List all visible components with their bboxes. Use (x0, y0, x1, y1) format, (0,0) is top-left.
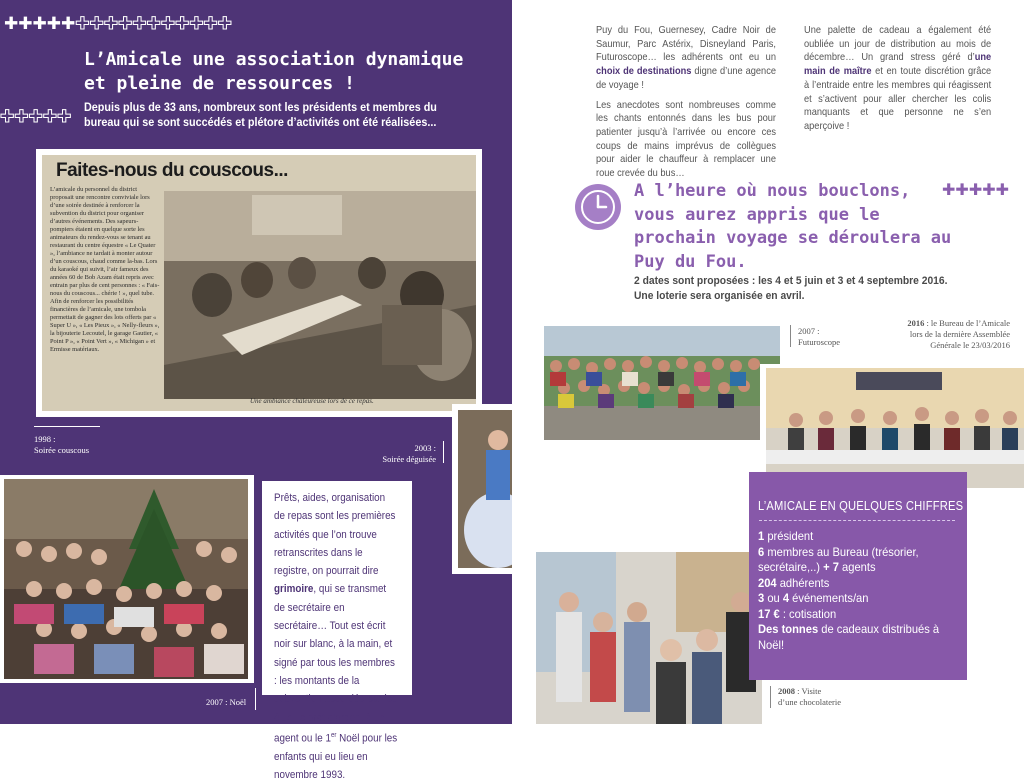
caption-2016-bureau (858, 318, 1010, 351)
figure-value: 6 (758, 544, 765, 559)
caption-2008-chocolaterie (778, 686, 841, 708)
decorative-crosses-right (942, 182, 1009, 198)
caption-line (858, 318, 1010, 329)
caption-divider (34, 426, 100, 427)
caption-text: : Noël (223, 697, 247, 707)
history-text-bold: grimoire (274, 583, 314, 596)
history-text-part: Noël pour les enfants qui eu lieu en novembre 1993. (274, 732, 398, 782)
figure-label: agents (838, 560, 876, 574)
caption-year: 2007 : (798, 326, 820, 336)
caption-divider (770, 686, 771, 708)
figure-label: membres au Bureau (trésorier, secrétaire,..) (758, 544, 919, 574)
figure-value: 3 (758, 591, 765, 605)
caption-text: : le Bureau de l’Amicale (924, 318, 1010, 328)
caption-year: 2016 (907, 318, 925, 328)
caption-text: : Visite (795, 686, 822, 696)
caption-line (778, 686, 841, 697)
key-figure-row (758, 545, 953, 576)
key-figure-row (758, 622, 953, 653)
cross-icon: ✚✚✚✚✚ (942, 180, 1010, 199)
intro-text: Depuis plus de 33 ans, nombreux sont les présidents et membres du bureau qui se sont succédés et plétore d’activités ont été réalisées... (84, 100, 437, 129)
destinations-column (596, 24, 776, 181)
text-bold: une main de maître (804, 52, 992, 78)
clock-icon (574, 183, 622, 231)
key-figures-header: L’AMICALE EN QUELQUES CHIFFRES ! (758, 498, 970, 513)
photo-noel (4, 479, 248, 679)
history-text-box (262, 481, 412, 782)
figure-value: 17 € (758, 606, 780, 621)
figure-value: 4 (782, 591, 790, 605)
photo-bureau (766, 368, 1024, 488)
photo-futuroscope (544, 326, 780, 440)
caption-year: 2003 : (414, 443, 436, 453)
caption-year: 1998 : (34, 434, 56, 444)
caption-text: Soirée couscous (34, 445, 90, 455)
photo-noel-frame (0, 475, 254, 683)
lottery-line: Une loterie sera organisée en avril. (634, 289, 805, 302)
text-part: et en toute discrétion grâce à l’entraide entre les membres qui réagissent et s’activent pour aller chercher les colis manquants et que personne ne s’en aperçoive ! (804, 66, 992, 132)
caption-year: 2008 (778, 686, 795, 696)
key-figure-row (758, 529, 953, 545)
key-figure-row (758, 591, 953, 607)
next-trip-title: A l’heure où nous bouclons, vous aurez appris que le prochain voyage se déroulera au Puy du Fou. (634, 181, 952, 272)
caption-2003 (360, 443, 436, 465)
text-part: Puy du Fou, Guernesey, Cadre Noir de Saumur, Parc Astérix, Disneyland Paris, Futuroscope… les adhérents ont eu un (596, 25, 776, 64)
figure-value: + 7 (823, 560, 839, 574)
key-figure-row (758, 607, 953, 623)
caption-line: Générale le 23/03/2016 (930, 340, 1010, 350)
newspaper-headline: Faites-nous du couscous... (56, 160, 288, 181)
gift-story-column (804, 24, 991, 134)
figure-label: ou (764, 591, 783, 605)
text-part: Une palette de cadeau a également été oubliée un jour de distribution au mois de décembre… Un grand stress géré d’ (804, 25, 992, 64)
text-bold: choix de destinations (596, 66, 692, 78)
newspaper-article-text: L’amicale du personnel du district proposait une rencontre conviviale lors d’une soirée destinée à renforcer la subvention du district pour organiser d’autres événements. Des sapeurs-pompiers étaient en quelque sorte les animateurs du rendez-vous se tenant au restaurant du centre équestre « Le Quater », l’ambiance ne tardait à monter autour d’un couscous, chaud comme la-bas. Lors du karaoké qui suivit, l’air fameux des années 60 de Bob Azam était repris avec entrain par plus de cent personnes : « Fais-nous du couscous... chérie ! », quel tube. Afin de renforcer les possibilités financières de l’amicale, une tombola permettait de gagner des lots offerts par « Super U », « Les Pieux », « Nelly-fleurs », la bijouterie Lecoutel, le garage Gautier, « Point P », « Point Vert », « Michigan » et Ermisse matériaux. (50, 186, 160, 353)
next-trip-dates (634, 274, 1002, 303)
figure-value: 1 (758, 529, 765, 543)
caption-divider (790, 325, 791, 347)
caption-divider (443, 441, 444, 463)
history-text-sup: er (330, 731, 337, 739)
gift-story-paragraph (804, 24, 991, 134)
newspaper-photo-caption: Une ambiance chaleureuse lors de ce repas. (250, 397, 374, 405)
caption-line: lors de la dernière Assemblée (909, 329, 1010, 339)
caption-2007-noel (206, 697, 246, 708)
figure-value: 204 (758, 575, 777, 590)
figure-label: président (764, 529, 814, 543)
key-figure-row (758, 576, 953, 592)
key-figures-box (749, 472, 970, 680)
history-text (274, 489, 397, 784)
figure-label: : cotisation (779, 606, 837, 621)
figure-value: Des tonnes (758, 622, 819, 636)
anecdotes-paragraph: Les anecdotes sont nombreuses comme les chants entonnés dans les bus pour patienter jusqu’à l’arrivée ou encore ces coups de mains imprévus de collègues pour aider le chauffeur à remplacer une roue crevée du bus… (596, 99, 776, 180)
caption-text: Soirée déguisée (382, 454, 436, 464)
key-figures-divider (759, 520, 955, 521)
page-title: L’Amicale une association dynamique et pleine de ressources ! (84, 49, 464, 94)
cross-icon: ✚✚✚✚✚ (0, 107, 72, 127)
cross-icon: ✚✚✚✚✚ (4, 14, 76, 34)
caption-line: d’une chocolaterie (778, 697, 842, 707)
key-figures-list (758, 529, 968, 653)
caption-text: Futuroscope (798, 337, 841, 347)
decorative-crosses-top (4, 16, 232, 33)
caption-divider (255, 688, 256, 710)
dates-line: 2 dates sont proposées : les 4 et 5 juin et 3 et 4 septembre 2016. (634, 275, 948, 287)
history-text-part: Prêts, aides, organisation de repas sont les premières activités que l’on trouve retranscrites dans le registre, on pourrait dire (274, 492, 396, 578)
figure-label: événements/an (789, 591, 869, 605)
figure-label: adhérents (776, 575, 830, 590)
caption-1998 (34, 434, 89, 456)
figure-label: de cadeaux distribués à Noël! (758, 622, 940, 652)
cross-icon: ✚✚✚✚✚✚✚✚✚✚✚ (75, 14, 232, 34)
text-part: digne d’une agence de voyage ! (596, 66, 776, 91)
photo-chocolaterie (536, 552, 765, 724)
history-text-part: , qui se transmet de secrétaire en secrétaire… Tout est écrit noir sur blanc, à la main, et signé par tous les membres : les montants de la subvention accordée par les élus, le prêt d’argent à un agent ou le 1 (274, 583, 398, 745)
decorative-crosses-mid (0, 109, 71, 126)
destinations-paragraph (596, 24, 776, 93)
caption-year: 2007 (206, 697, 223, 707)
caption-2007-futuroscope (798, 326, 840, 348)
